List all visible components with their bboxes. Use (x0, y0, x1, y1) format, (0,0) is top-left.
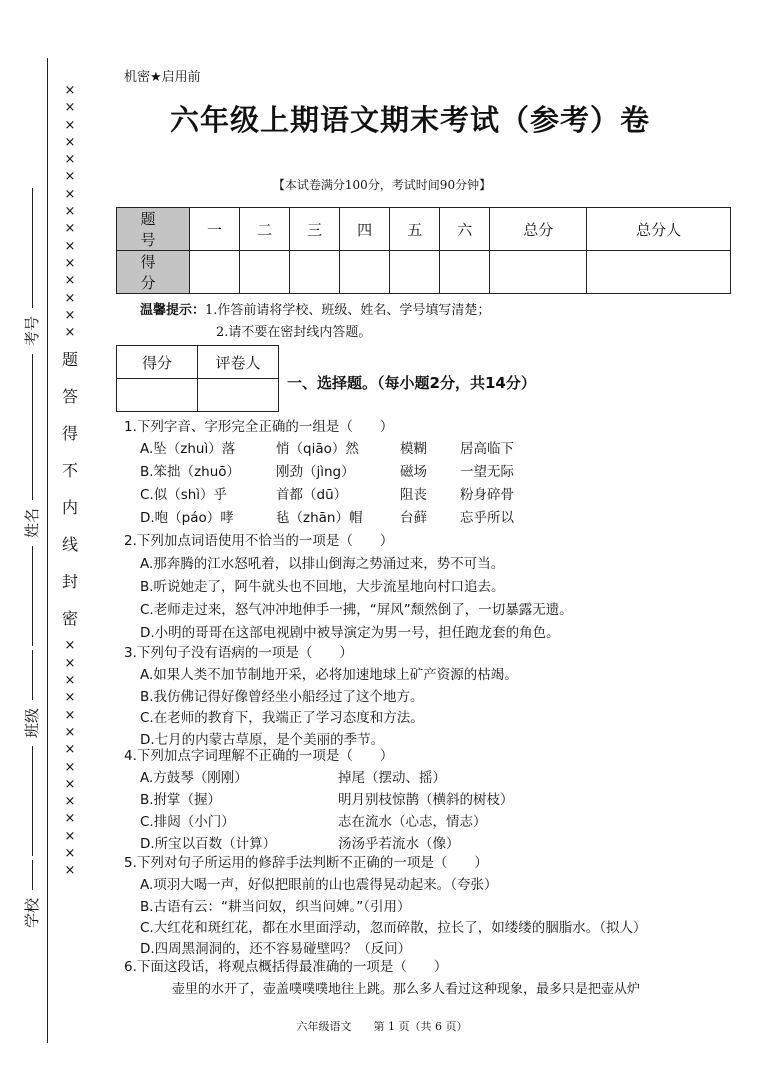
score-input-cell[interactable] (440, 251, 490, 294)
q5-option-a[interactable]: A.项羽大喝一声，好似把眼前的山也震得晃动起来。（夸张） (140, 877, 498, 893)
score-table-cell: 一 (190, 208, 240, 251)
margin-label-school (14, 860, 50, 936)
tips-line-2: 2.请不要在密封线内答题。 (216, 325, 372, 340)
question-6-stem: 6.下面这段话，将观点概括得最准确的一项是（ ） (124, 959, 448, 975)
q3-option-b[interactable]: B.我仿佛记得好像曾经坐小船经过了这个地方。 (140, 689, 424, 705)
score-input-cell[interactable] (290, 251, 340, 294)
seal-word: 封 (62, 572, 79, 592)
score-input-cell[interactable] (340, 251, 390, 294)
score-table-cell: 总分 (490, 208, 587, 251)
q4-option-b-2: 明月别枝惊鹊（横斜的树枝） (338, 792, 514, 808)
score-table-cell: 六 (440, 208, 490, 251)
grader-name-label: 评卷人 (198, 346, 279, 379)
grader-score-label: 得分 (117, 346, 198, 379)
q1-option-d-1[interactable]: D.咆（páo）哮 (140, 510, 234, 526)
score-table-cell: 五 (390, 208, 440, 251)
tips-label: 温馨提示： (140, 303, 206, 318)
question-1-stem: 1.下列字音、字形完全正确的一组是（ ） (124, 419, 394, 435)
grader-name-input[interactable] (198, 379, 279, 412)
q1-option-c-3: 阻丧 (400, 487, 427, 503)
margin-label-exam-number (14, 188, 50, 434)
q3-option-c[interactable]: C.在老师的教育下，我端正了学习态度和方法。 (140, 710, 424, 726)
tips (140, 300, 490, 322)
q4-option-c-1[interactable]: C.排闼（小门） (140, 814, 235, 830)
seal-word: 不 (62, 461, 79, 481)
score-input-cell[interactable] (587, 251, 731, 294)
score-table-cell: 二 (240, 208, 290, 251)
q4-option-a-1[interactable]: A.方鼓琴（刚刚） (140, 770, 248, 786)
question-3-stem: 3.下列句子没有语病的一项是（ ） (124, 645, 353, 661)
q4-option-a-2: 掉尾（摆动、摇） (338, 770, 446, 786)
q1-option-c-4: 粉身碎骨 (460, 487, 514, 503)
page-footer: 六年级语文 第 1 页（共 6 页） (296, 1020, 468, 1033)
question-2-stem: 2.下列加点词语使用不恰当的一项是（ ） (124, 533, 394, 549)
q3-option-a[interactable]: A.如果人类不加节制地开采，必将加速地球上矿产资源的枯竭。 (140, 667, 518, 683)
score-table-score-row (117, 251, 731, 294)
section-1-title: 一、选择题。（每小题2分，共14分） (287, 374, 536, 392)
q1-option-a-2: 悄（qiāo）然 (276, 441, 359, 457)
q1-option-c-1[interactable]: C.似（shì）乎 (140, 487, 228, 503)
score-input-cell[interactable] (190, 251, 240, 294)
score-table-cell: 三 (290, 208, 340, 251)
question-5-stem: 5.下列对句子所运用的修辞手法判断不正确的一项是（ ） (124, 855, 488, 871)
question-4-stem: 4.下列加点字词理解不正确的一项是（ ） (124, 748, 394, 764)
score-table-header-row (117, 208, 731, 251)
score-input-cell[interactable] (490, 251, 587, 294)
q4-option-c-2: 志在流水（心志，情志） (338, 814, 487, 830)
q6-passage: 壶里的水开了，壶盖噗噗噗地往上跳。那么多人看过这种现象，最多只是把壶从炉 (172, 982, 641, 997)
q1-option-b-2: 刚劲（jìng） (276, 464, 355, 480)
seal-word: 答 (62, 387, 79, 407)
q2-option-c[interactable]: C.老师走过来，怒气冲冲地伸手一拂，“屏风”颓然倒了，一切暴露无遗。 (140, 602, 573, 618)
seal-word: 密 (62, 609, 79, 629)
margin-label-text: 考号 (22, 315, 41, 347)
q1-option-b-4: 一望无际 (460, 464, 514, 480)
q5-option-c[interactable]: C.大红花和斑红花，都在水里面浮动，忽而碎散，拉长了，如缕缕的胭脂水。（拟人） (140, 920, 647, 936)
exam-subtitle: 【本试卷满分100分，考试时间90分钟】 (272, 178, 492, 192)
score-input-cell[interactable] (240, 251, 290, 294)
confidential-notice: 机密★启用前 (124, 70, 201, 85)
q4-option-d-2: 汤汤乎若流水（像） (338, 836, 460, 852)
q4-option-d-1[interactable]: D.所宝以百数（计算） (140, 836, 277, 852)
q3-option-d[interactable]: D.七月的内蒙古草原，是个美丽的季节。 (140, 732, 385, 748)
q1-option-a-1[interactable]: A.坠（zhuì）落 (140, 441, 236, 457)
seal-column: × × × × × × × × × × × × × × × 题 答 得 不 内 线 封 密 × × × × × × × × × × × × × × (62, 83, 79, 879)
q5-option-d[interactable]: D.四周黑洞洞的，还不容易碰壁吗？（反问） (140, 941, 412, 957)
q2-option-d[interactable]: D.小明的哥哥在这部电视剧中被导演定为男一号，担任跑龙套的角色。 (140, 625, 560, 641)
seal-word: 题 (62, 350, 79, 370)
q1-option-a-4: 居高临下 (460, 441, 514, 457)
seal-word: 线 (62, 535, 79, 555)
q1-option-a-3: 模糊 (400, 441, 427, 457)
margin-label-text: 姓名 (22, 507, 41, 539)
q1-option-d-4: 忘乎所以 (460, 510, 514, 526)
q1-option-d-3: 台藓 (400, 510, 427, 526)
grader-box (116, 345, 279, 412)
margin-label-class (14, 650, 50, 856)
margin-label-text: 学校 (22, 897, 41, 929)
q1-option-c-2: 首都（dū） (276, 487, 348, 503)
q1-option-d-2: 毡（zhān）帽 (276, 510, 363, 526)
margin-label-name (14, 410, 50, 646)
q5-option-b[interactable]: B.古语有云：“耕当问奴，织当问婢。”（引用） (140, 899, 411, 915)
margin-label-text: 班级 (22, 707, 41, 739)
q2-option-a[interactable]: A.那奔腾的江水怒吼着，以排山倒海之势涌过来，势不可当。 (140, 556, 505, 572)
q2-option-b[interactable]: B.听说她走了，阿牛就头也不回地，大步流星地向村口追去。 (140, 579, 505, 595)
score-table-cell: 题 号 (117, 208, 190, 251)
score-row-label: 得 分 (117, 251, 190, 294)
score-table-cell: 四 (340, 208, 390, 251)
score-table (116, 207, 731, 294)
score-table-cell: 总分人 (587, 208, 731, 251)
q1-option-b-3: 磁场 (400, 464, 427, 480)
exam-title: 六年级上期语文期末考试（参考）卷 (170, 103, 651, 137)
grader-score-input[interactable] (117, 379, 198, 412)
seal-word: 得 (62, 424, 79, 444)
q1-option-b-1[interactable]: B.笨拙（zhuō） (140, 464, 241, 480)
tips-line-1: 1.作答前请将学校、班级、姓名、学号填写清楚； (205, 303, 491, 318)
q4-option-b-1[interactable]: B.拊掌（握） (140, 792, 222, 808)
score-input-cell[interactable] (390, 251, 440, 294)
seal-word: 内 (62, 498, 79, 518)
